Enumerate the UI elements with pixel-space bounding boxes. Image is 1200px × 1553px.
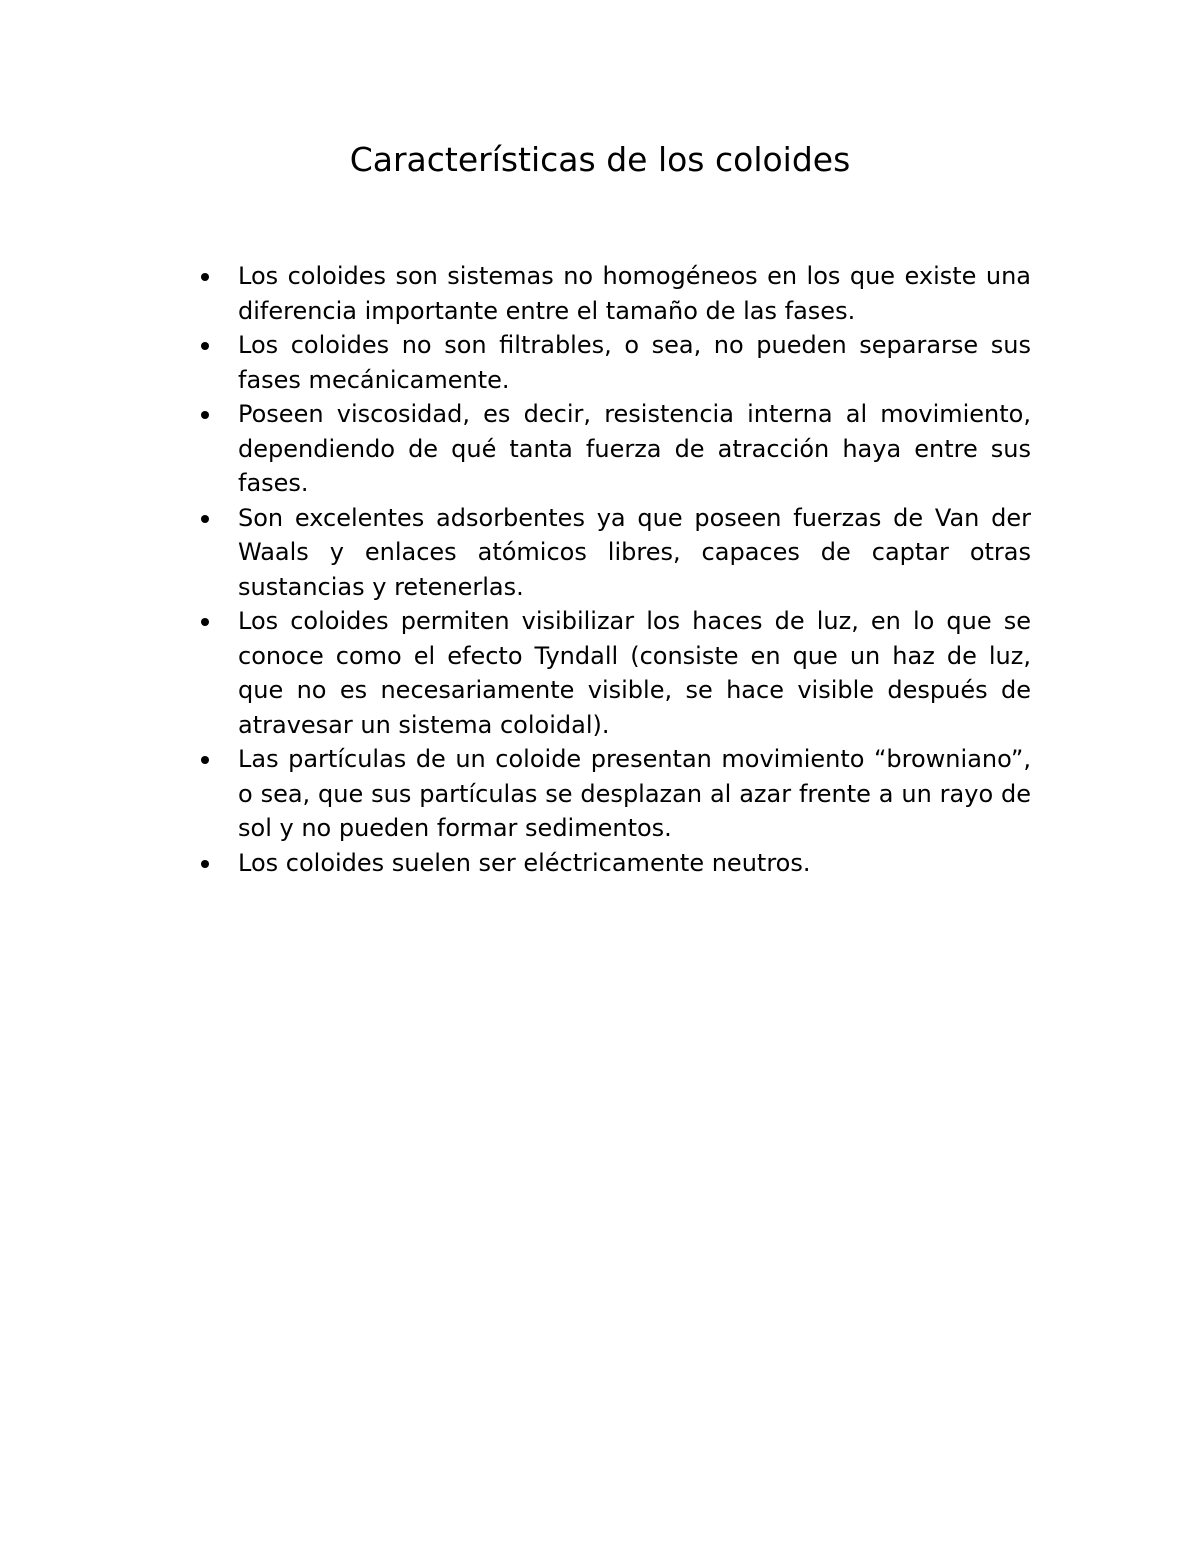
bullet-icon — [201, 860, 209, 868]
list-item-text: Poseen viscosidad, es decir, resistencia interna al movimiento, dependiendo de qué tanta fuerza de atracción haya entre sus fases. — [238, 400, 1031, 497]
bullet-icon — [201, 515, 209, 523]
bullet-icon — [201, 756, 209, 764]
list-item — [238, 397, 1031, 501]
bullet-list — [238, 259, 1031, 880]
list-item-text: Los coloides son sistemas no homogéneos en los que existe una diferencia importante entre el tamaño de las fases. — [238, 262, 1031, 325]
bullet-icon — [201, 411, 209, 419]
list-item — [238, 259, 1031, 328]
document-title: Características de los coloides — [349, 140, 851, 179]
list-item-text: Son excelentes adsorbentes ya que poseen fuerzas de Van der Waals y enlaces atómicos libres, capaces de captar otras sustancias y retenerlas. — [238, 503, 1031, 601]
list-item — [238, 328, 1031, 397]
list-item — [238, 604, 1031, 742]
bullet-icon — [201, 273, 209, 281]
list-item-text: Los coloides suelen ser eléctricamente neutros. — [238, 848, 811, 877]
list-item — [238, 501, 1031, 605]
list-item — [238, 846, 1031, 881]
list-item — [238, 742, 1031, 846]
bullet-icon — [201, 618, 209, 626]
bullet-icon — [201, 342, 209, 350]
list-item-text: Las partículas de un coloide presentan movimiento “browniano”, o sea, que sus partículas se desplazan al azar frente a un rayo de sol y no pueden formar sedimentos. — [238, 745, 1031, 842]
list-item-text: Los coloides permiten visibilizar los haces de luz, en lo que se conoce como el efecto Tyndall (consiste en que un haz de luz, que no es necesariamente visible, se hace visible después de atravesar un sistema coloidal). — [238, 607, 1031, 739]
list-item-text: Los coloides no son filtrables, o sea, no pueden separarse sus fases mecánicamente. — [238, 331, 1031, 394]
